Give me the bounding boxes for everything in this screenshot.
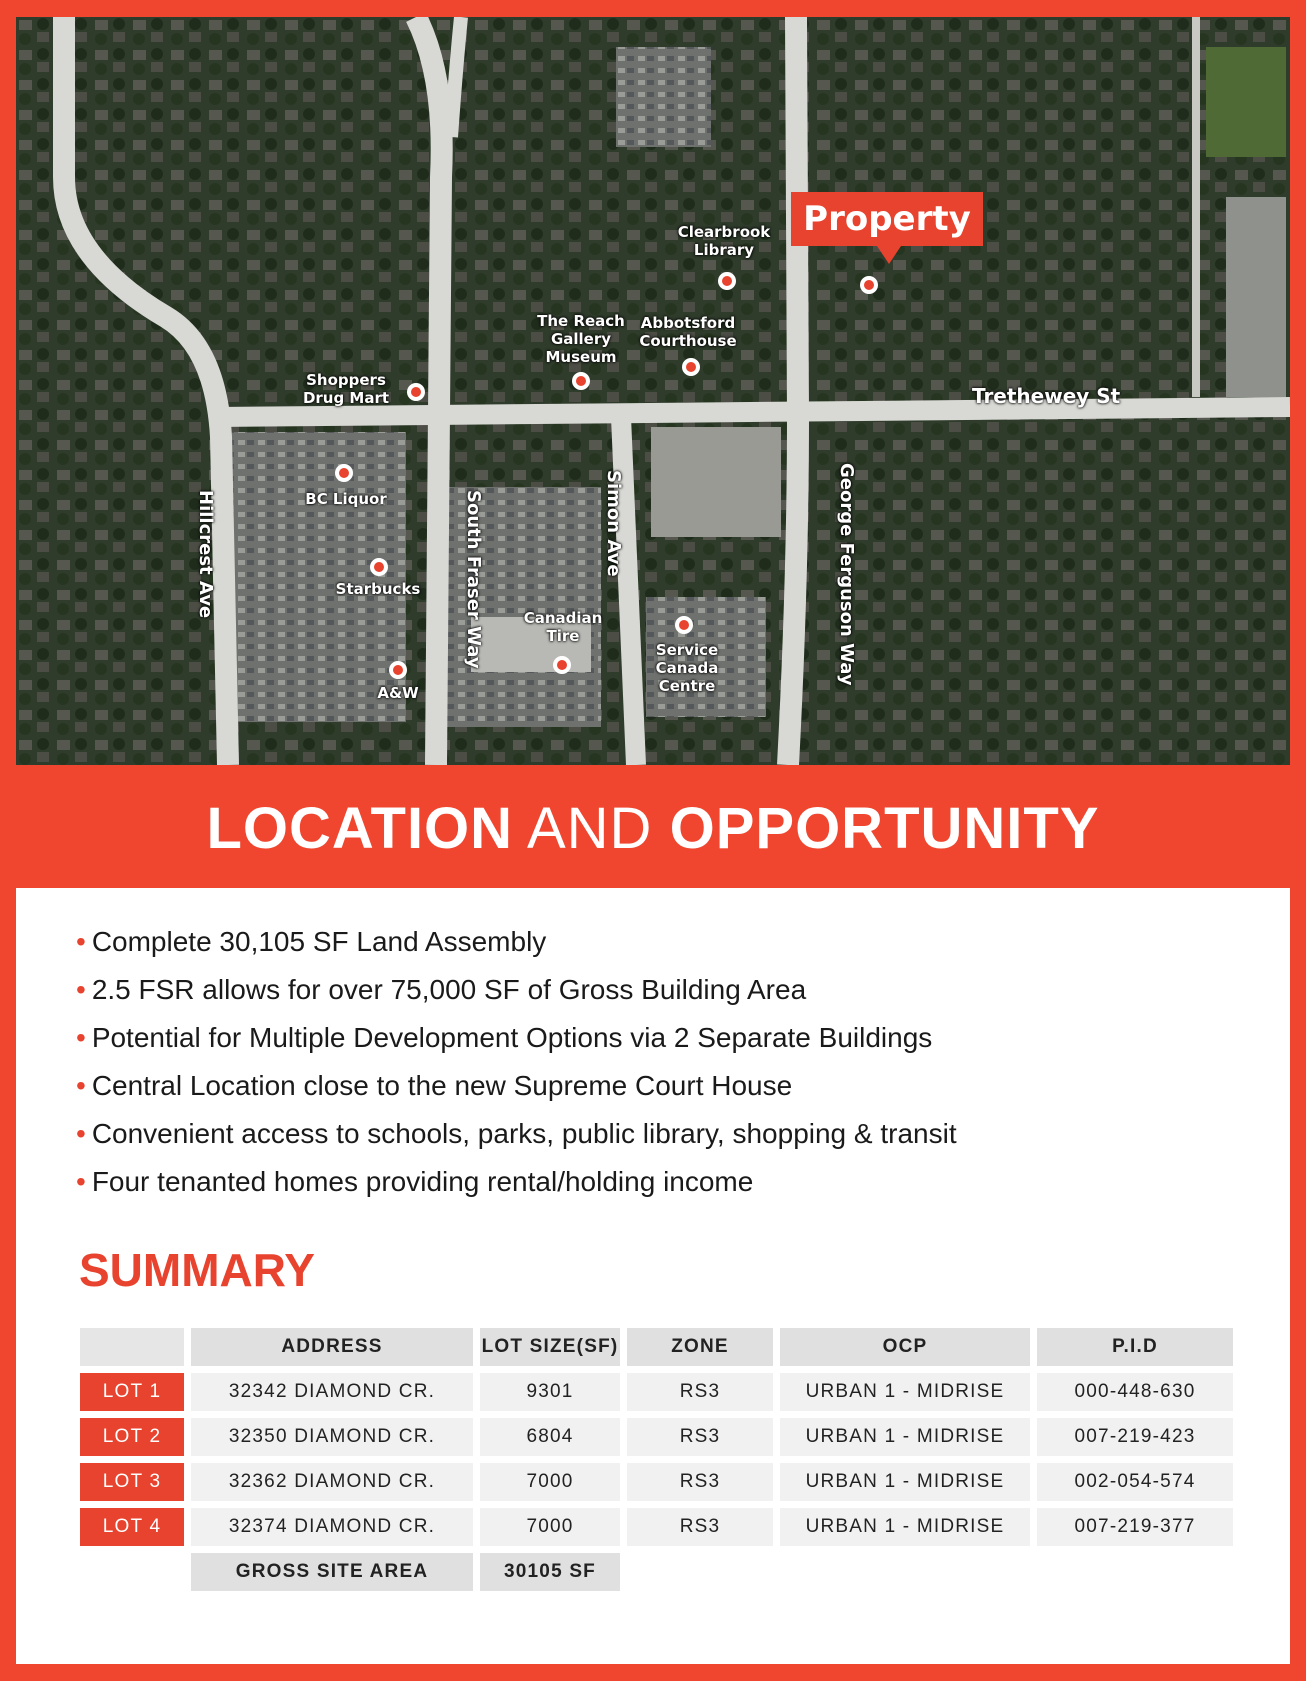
highlight-item: • Complete 30,105 SF Land Assembly	[76, 918, 957, 966]
place-label-reach-gallery: The Reach Gallery Museum	[537, 312, 625, 366]
service-canada-pin-icon	[675, 616, 693, 634]
table-total-row	[80, 1553, 1233, 1591]
total-blank	[1037, 1553, 1233, 1591]
header-ocp: OCP	[780, 1328, 1030, 1366]
place-label-shoppers: Shoppers Drug Mart	[302, 371, 390, 407]
road-label-george-ferguson: George Ferguson Way	[836, 463, 857, 686]
starbucks-pin-icon	[370, 558, 388, 576]
cell-pid: 000-448-630	[1037, 1373, 1233, 1411]
place-label-canadian-tire: Canadian Tire	[523, 609, 603, 645]
cell-zone: RS3	[627, 1463, 773, 1501]
shoppers-pin-icon	[407, 383, 425, 401]
summary-title: SUMMARY	[79, 1244, 315, 1296]
total-blank	[80, 1553, 184, 1591]
property-callout: Property	[791, 192, 983, 246]
road-label-simon: Simon Ave	[603, 470, 624, 577]
highlight-item: • Central Location close to the new Supreme Court House	[76, 1062, 957, 1110]
cell-lot-size: 7000	[480, 1463, 620, 1501]
cell-ocp: URBAN 1 - MIDRISE	[780, 1373, 1030, 1411]
total-blank	[627, 1553, 773, 1591]
clearbrook-library-pin-icon	[718, 272, 736, 290]
cell-pid: 007-219-423	[1037, 1418, 1233, 1456]
cell-zone: RS3	[627, 1508, 773, 1546]
cell-pid: 002-054-574	[1037, 1463, 1233, 1501]
headline-and: AND	[526, 796, 653, 861]
headline-opportunity: OPPORTUNITY	[669, 796, 1100, 861]
road-label-south-fraser: South Fraser Way	[463, 490, 484, 669]
highlight-item: • Convenient access to schools, parks, public library, shopping & transit	[76, 1110, 957, 1158]
road-label-trethewey: Trethewey St	[972, 384, 1121, 408]
header-blank	[80, 1328, 184, 1366]
content-panel	[16, 888, 1290, 1664]
reach-gallery-pin-icon	[572, 372, 590, 390]
gross-site-area-label: GROSS SITE AREA	[191, 1553, 473, 1591]
cell-address: 32350 DIAMOND CR.	[191, 1418, 473, 1456]
cell-zone: RS3	[627, 1418, 773, 1456]
aerial-map	[16, 17, 1290, 765]
table-row	[80, 1463, 1233, 1501]
lot-badge: LOT 2	[80, 1418, 184, 1456]
table-row	[80, 1373, 1233, 1411]
place-label-aw: A&W	[377, 684, 419, 702]
cell-lot-size: 6804	[480, 1418, 620, 1456]
lot-badge: LOT 1	[80, 1373, 184, 1411]
section-headline	[0, 795, 1306, 862]
gross-site-area-value: 30105 SF	[480, 1553, 620, 1591]
courthouse-pin-icon	[682, 358, 700, 376]
table-row	[80, 1418, 1233, 1456]
summary-table	[73, 1321, 1240, 1598]
header-address: ADDRESS	[191, 1328, 473, 1366]
header-zone: ZONE	[627, 1328, 773, 1366]
cell-pid: 007-219-377	[1037, 1508, 1233, 1546]
cell-ocp: URBAN 1 - MIDRISE	[780, 1418, 1030, 1456]
cell-ocp: URBAN 1 - MIDRISE	[780, 1463, 1030, 1501]
cell-address: 32374 DIAMOND CR.	[191, 1508, 473, 1546]
header-pid: P.I.D	[1037, 1328, 1233, 1366]
total-blank	[780, 1553, 1030, 1591]
table-row	[80, 1508, 1233, 1546]
bc-liquor-pin-icon	[335, 464, 353, 482]
lot-badge: LOT 3	[80, 1463, 184, 1501]
road-label-hillcrest: Hillcrest Ave	[195, 490, 216, 619]
cell-lot-size: 7000	[480, 1508, 620, 1546]
lot-badge: LOT 4	[80, 1508, 184, 1546]
headline-location: LOCATION	[206, 796, 514, 861]
place-label-clearbrook-library: Clearbrook Library	[677, 223, 771, 259]
cell-zone: RS3	[627, 1373, 773, 1411]
place-label-service-canada: Service Canada Centre	[655, 641, 719, 695]
highlight-item: • 2.5 FSR allows for over 75,000 SF of Gross Building Area	[76, 966, 957, 1014]
cell-ocp: URBAN 1 - MIDRISE	[780, 1508, 1030, 1546]
table-header-row	[80, 1328, 1233, 1366]
cell-lot-size: 9301	[480, 1373, 620, 1411]
highlight-item: • Potential for Multiple Development Options via 2 Separate Buildings	[76, 1014, 957, 1062]
cell-address: 32362 DIAMOND CR.	[191, 1463, 473, 1501]
canadian-tire-pin-icon	[553, 656, 571, 674]
header-lot-size: LOT SIZE(SF)	[480, 1328, 620, 1366]
place-label-starbucks: Starbucks	[335, 580, 421, 598]
place-label-bc-liquor: BC Liquor	[305, 490, 387, 508]
cell-address: 32342 DIAMOND CR.	[191, 1373, 473, 1411]
place-label-abbotsford-courthouse: Abbotsford Courthouse	[639, 314, 737, 350]
property-pin-icon	[860, 276, 878, 294]
highlights-list	[76, 918, 957, 1206]
highlight-item: • Four tenanted homes providing rental/holding income	[76, 1158, 957, 1206]
aw-pin-icon	[389, 661, 407, 679]
